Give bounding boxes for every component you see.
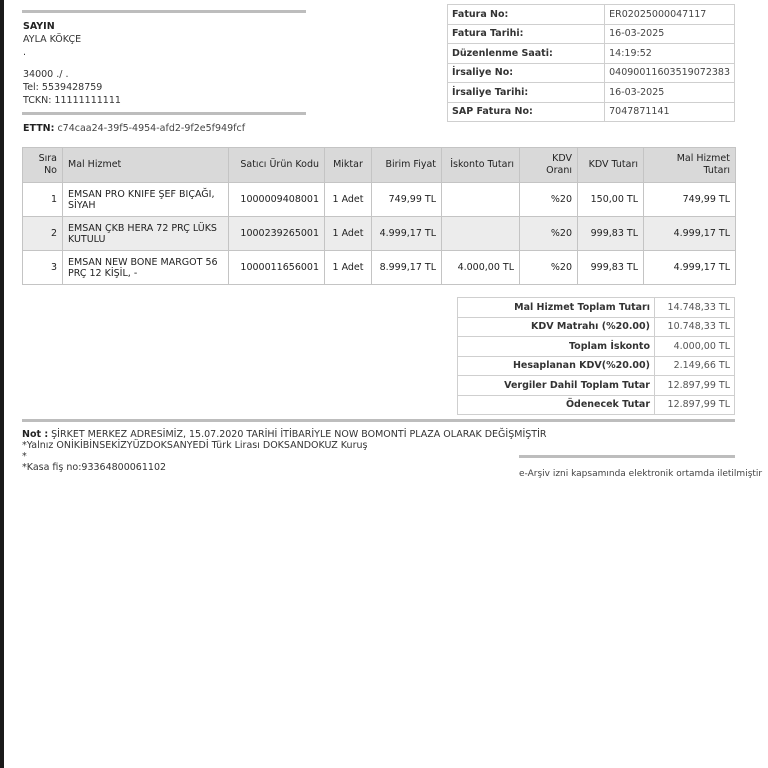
totals-table [457, 297, 735, 415]
totals-value: 4.000,00 TL [655, 337, 735, 357]
cell-miktar: 1 Adet [325, 251, 372, 285]
info-row [448, 102, 735, 122]
cell-tutar: 749,99 TL [644, 183, 736, 217]
totals-value: 12.897,99 TL [655, 376, 735, 396]
info-row [448, 5, 735, 25]
ettn [23, 123, 245, 134]
totals-row [458, 298, 735, 318]
col-header-iskonto: İskonto Tutarı [442, 148, 520, 183]
cell-mal-hizmet: EMSAN ÇKB HERA 72 PRÇ LÜKS KUTULU [63, 217, 229, 251]
totals-label: Toplam İskonto [458, 337, 655, 357]
cell-birim-fiyat: 749,99 TL [372, 183, 442, 217]
info-label: SAP Fatura No: [448, 102, 605, 122]
page-left-edge [0, 0, 4, 768]
cell-sira: 2 [23, 217, 63, 251]
divider-top [22, 10, 306, 13]
totals-value: 12.897,99 TL [655, 395, 735, 415]
items-table [22, 147, 736, 285]
totals-label: Ödenecek Tutar [458, 395, 655, 415]
info-row [448, 63, 735, 83]
col-header-mal-hizmet: Mal Hizmet [63, 148, 229, 183]
totals-label: Hesaplanan KDV(%20.00) [458, 356, 655, 376]
info-label: Düzenlenme Saati: [448, 44, 605, 64]
col-header-birim-fiyat: Birim Fiyat [372, 148, 442, 183]
cell-sira: 3 [23, 251, 63, 285]
cell-iskonto: 4.000,00 TL [442, 251, 520, 285]
cell-kdv-orani: %20 [520, 251, 578, 285]
cell-kdv-tutari: 999,83 TL [578, 251, 644, 285]
info-label: Fatura Tarihi: [448, 24, 605, 44]
cell-iskonto [442, 217, 520, 251]
totals-label: Vergiler Dahil Toplam Tutar [458, 376, 655, 396]
divider-earsiv [519, 455, 735, 458]
totals-value: 10.748,33 TL [655, 317, 735, 337]
buyer-tckn: TCKN: 11111111111 [23, 95, 121, 106]
totals-value: 2.149,66 TL [655, 356, 735, 376]
buyer-title: SAYIN [23, 21, 55, 32]
totals-label: Mal Hizmet Toplam Tutarı [458, 298, 655, 318]
info-value: 16-03-2025 [605, 83, 735, 103]
note-line-2: *Yalnız ONİKİBİNSEKİZYÜZDOKSANYEDİ Türk Lirası DOKSANDOKUZ Kuruş [22, 440, 368, 451]
totals-row [458, 395, 735, 415]
cell-miktar: 1 Adet [325, 183, 372, 217]
info-label: İrsaliye No: [448, 63, 605, 83]
cell-iskonto [442, 183, 520, 217]
info-row [448, 24, 735, 44]
totals-value: 14.748,33 TL [655, 298, 735, 318]
note-line-4: *Kasa fiş no:93364800061102 [22, 462, 167, 473]
note-line-1 [22, 429, 546, 440]
cell-tutar: 4.999,17 TL [644, 251, 736, 285]
cell-kdv-tutari: 150,00 TL [578, 183, 644, 217]
invoice-info-table [447, 4, 735, 122]
cell-urun-kodu: 1000011656001 [229, 251, 325, 285]
totals-row [458, 376, 735, 396]
note-line-3: * [22, 451, 27, 462]
info-row [448, 83, 735, 103]
ettn-value: c74caa24-39f5-4954-afd2-9f2e5f949fcf [57, 123, 246, 134]
info-label: Fatura No: [448, 5, 605, 25]
col-header-tutar: Mal Hizmet Tutarı [644, 148, 736, 183]
totals-row [458, 337, 735, 357]
info-label: İrsaliye Tarihi: [448, 83, 605, 103]
info-value: 04090011603519072383 [605, 63, 735, 83]
buyer-tel: Tel: 5539428759 [23, 82, 103, 93]
col-header-urun-kodu: Satıcı Ürün Kodu [229, 148, 325, 183]
divider-buyer [22, 112, 306, 115]
items-header-row [23, 148, 736, 183]
cell-miktar: 1 Adet [325, 217, 372, 251]
cell-birim-fiyat: 4.999,17 TL [372, 217, 442, 251]
buyer-name: AYLA KÖKÇE [23, 34, 82, 45]
info-value: 14:19:52 [605, 44, 735, 64]
cell-sira: 1 [23, 183, 63, 217]
buyer-block [23, 20, 121, 107]
cell-kdv-tutari: 999,83 TL [578, 217, 644, 251]
buyer-line3: . [23, 47, 27, 58]
info-value: 7047871141 [605, 102, 735, 122]
table-row [23, 217, 736, 251]
notes-block [22, 429, 546, 473]
cell-tutar: 4.999,17 TL [644, 217, 736, 251]
cell-kdv-orani: %20 [520, 217, 578, 251]
ettn-label: ETTN: [23, 123, 55, 134]
col-header-kdv-tutari: KDV Tutarı [578, 148, 644, 183]
buyer-postal: 34000 ./ . [23, 69, 69, 80]
totals-label: KDV Matrahı (%20.00) [458, 317, 655, 337]
info-value: 16-03-2025 [605, 24, 735, 44]
info-value: ER02025000047117 [605, 5, 735, 25]
note-label: Not : [22, 429, 49, 440]
col-header-miktar: Miktar [325, 148, 372, 183]
earsiv-statement: e-Arşiv izni kapsamında elektronik ortamda iletilmiştir [519, 469, 763, 479]
cell-urun-kodu: 1000239265001 [229, 217, 325, 251]
cell-birim-fiyat: 8.999,17 TL [372, 251, 442, 285]
col-header-kdv-orani: KDV Oranı [520, 148, 578, 183]
cell-mal-hizmet: EMSAN PRO KNIFE ŞEF BIÇAĞI, SİYAH [63, 183, 229, 217]
cell-mal-hizmet: EMSAN NEW BONE MARGOT 56 PRÇ 12 KİŞİL, - [63, 251, 229, 285]
table-row [23, 183, 736, 217]
table-row [23, 251, 736, 285]
cell-kdv-orani: %20 [520, 183, 578, 217]
col-header-sira: Sıra No [23, 148, 63, 183]
totals-row [458, 317, 735, 337]
info-row [448, 44, 735, 64]
totals-row [458, 356, 735, 376]
note-text: ŞİRKET MERKEZ ADRESİMİZ, 15.07.2020 TARİHİ İTİBARİYLE NOW BOMONTİ PLAZA OLARAK DEĞİŞMİŞTİR [51, 429, 547, 440]
divider-notes [22, 419, 735, 422]
cell-urun-kodu: 1000009408001 [229, 183, 325, 217]
